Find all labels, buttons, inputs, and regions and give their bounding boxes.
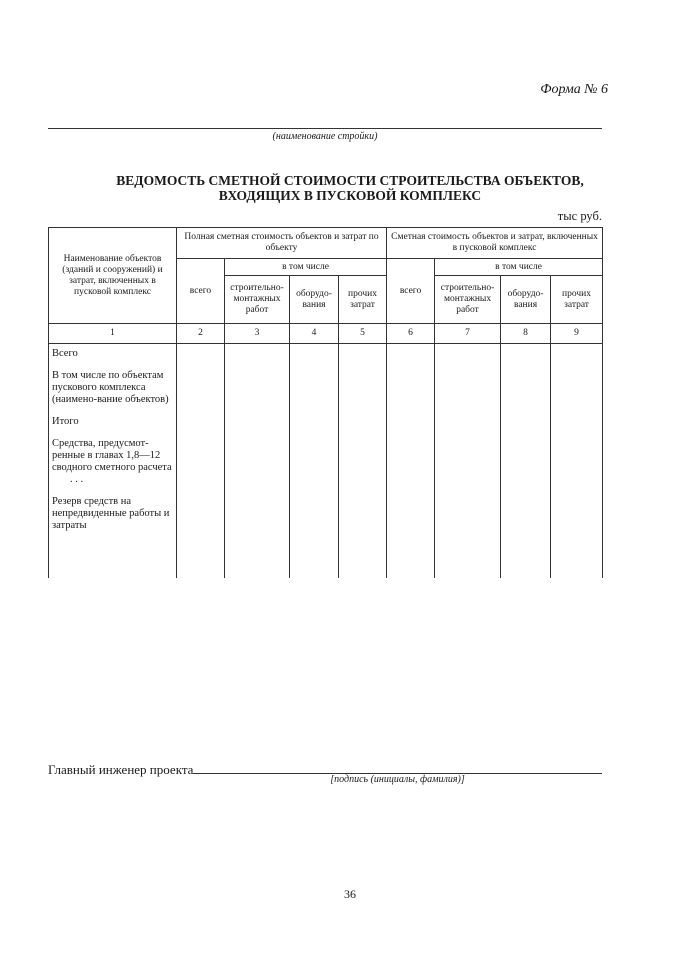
title-line-1: ВЕДОМОСТЬ СМЕТНОЙ СТОИМОСТИ СТРОИТЕЛЬСТВА ОБЪЕКТОВ, (116, 173, 584, 188)
row-labels (49, 344, 177, 578)
col-smr-1: строительно-монтажных работ (225, 276, 290, 324)
row-itogo: Итого (52, 416, 79, 427)
col-number: 3 (225, 324, 290, 344)
col-equipment-2: оборудо-вания (501, 276, 551, 324)
data-cell (501, 344, 551, 578)
data-cell (339, 344, 387, 578)
col-number: 7 (435, 324, 501, 344)
group2-header: Сметная стоимость объектов и затрат, включенных в пусковой комплекс (387, 228, 603, 259)
col-number: 9 (551, 324, 603, 344)
row-ellipsis: . . . (70, 474, 84, 485)
in-total-1: в том числе (225, 259, 387, 276)
col-number: 8 (501, 324, 551, 344)
row-by-objects: В том числе по объектам пускового комплекса (наимено-вание объектов) (52, 370, 169, 405)
row-reserve: Резерв средств на непредвиденные работы и затраты (52, 496, 170, 531)
col-vsego-1: всего (177, 259, 225, 324)
col-number: 1 (49, 324, 177, 344)
col-number: 5 (339, 324, 387, 344)
col-smr-2: строительно-монтажных работ (435, 276, 501, 324)
row-chapters-funds: Средства, предусмот-ренные в главах 1,8—12 сводного сметного расчета (52, 438, 172, 473)
units-label: тыс руб. (557, 209, 602, 223)
signature-caption: [подпись (инициалы, фамилия)] (330, 774, 465, 785)
row-total: Всего (52, 348, 78, 359)
col1-header: Наименование объектов (зданий и сооружений) и затрат, включенных в пусковой комплекс (49, 228, 177, 324)
construction-caption: (наименование стройки) (272, 131, 378, 142)
title-line-2: ВХОДЯЩИХ В ПУСКОВОЙ КОМПЛЕКС (218, 188, 482, 203)
col-vsego-2: всего (387, 259, 435, 324)
data-cell (435, 344, 501, 578)
col-number: 4 (290, 324, 339, 344)
group1-header: Полная сметная стоимость объектов и затрат по объекту (177, 228, 387, 259)
data-cell (225, 344, 290, 578)
data-cell (551, 344, 603, 578)
data-cell (387, 344, 435, 578)
col-number: 2 (177, 324, 225, 344)
cost-table (48, 227, 603, 578)
data-cell (290, 344, 339, 578)
page-title (48, 173, 652, 203)
col-other-1: прочих затрат (339, 276, 387, 324)
data-cell (177, 344, 225, 578)
form-number: Форма № 6 (540, 82, 608, 97)
col-equipment-1: оборудо-вания (290, 276, 339, 324)
col-other-2: прочих затрат (551, 276, 603, 324)
in-total-2: в том числе (435, 259, 603, 276)
construction-name-line (48, 128, 602, 129)
signature-label: Главный инженер проекта (48, 762, 194, 777)
col-number: 6 (387, 324, 435, 344)
page-number: 36 (344, 887, 356, 901)
